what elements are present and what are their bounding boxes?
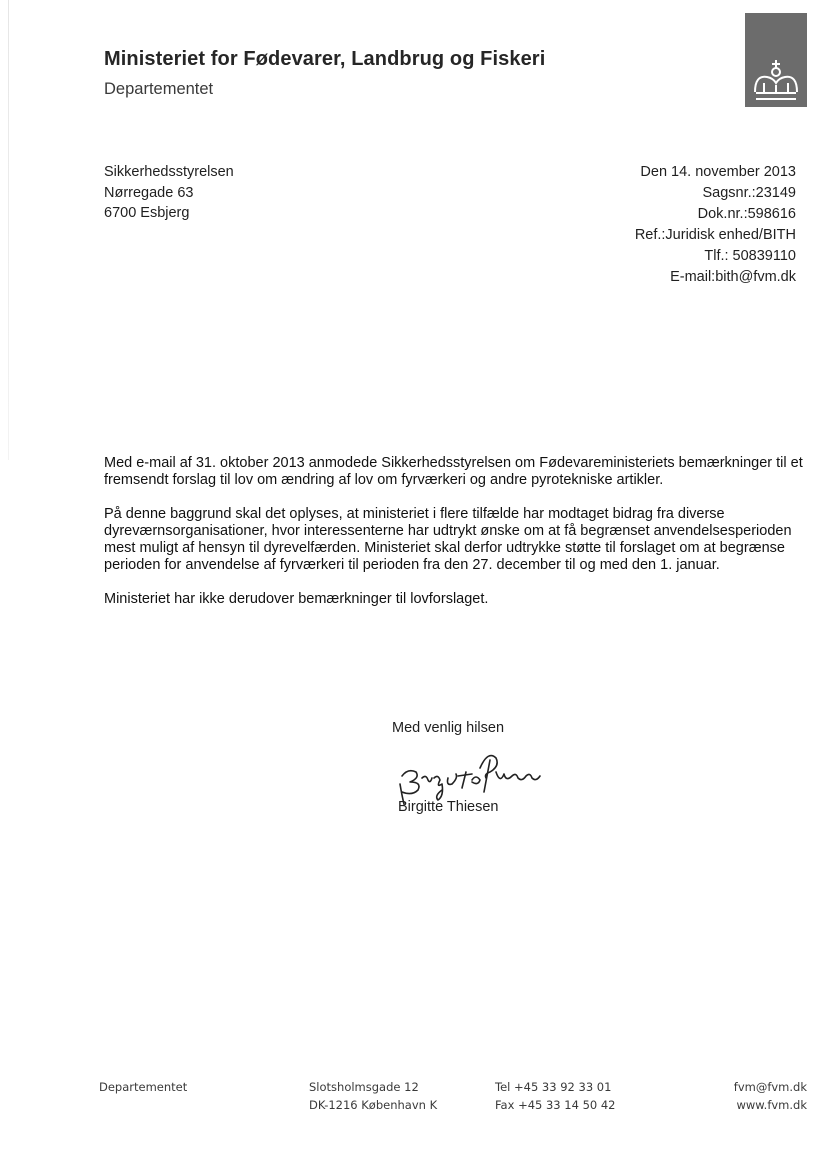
body-paragraph-2: På denne baggrund skal det oplyses, at ministeriet i flere tilfælde har modtaget bidrag fra diverse dyreværnsorganisationer, hvor interessenterne har udtrykt ønske om at få begrænset anvendelsesperioden mest muligt af hensyn til dyrevelfærden. Ministeriet skal derfor udtrykke støtte til forslaget om at begrænse perioden for anvendelse af fyrværkeri til perioden fra den 27. december til og med den 1. januar. (104, 506, 792, 573)
scan-edge-line (8, 0, 9, 460)
footer-city: DK-1216 København K (309, 1098, 438, 1112)
letter-meta (635, 162, 796, 288)
signer-name: Birgitte Thiesen (398, 799, 499, 815)
phone-number: Tlf.: 50839110 (704, 248, 796, 264)
letter-date: Den 14. november 2013 (640, 164, 796, 180)
body-paragraph-1: Med e-mail af 31. oktober 2013 anmodede Sikkerhedsstyrelsen om Fødevareministeriets bemærkninger til et fremsendt forslag til lov om ændring af lov om fyrværkeri og andre pyrotekniske artikler. (104, 455, 803, 488)
recipient-name: Sikkerhedsstyrelsen (104, 164, 234, 180)
reference: Ref.:Juridisk enhed/BITH (634, 227, 796, 243)
crown-icon (751, 59, 801, 103)
closing-greeting: Med venlig hilsen (392, 720, 505, 736)
footer-website[interactable]: www.fvm.dk (736, 1098, 807, 1112)
case-number: Sagsnr.:23149 (702, 185, 796, 201)
footer-email[interactable]: fvm@fvm.dk (733, 1080, 807, 1094)
footer-department (99, 1078, 187, 1096)
letter-body (104, 455, 804, 625)
recipient-address (104, 162, 234, 224)
footer-dept-name: Departementet (99, 1080, 188, 1094)
ministry-logo (745, 13, 807, 107)
footer-fax: Fax +45 33 14 50 42 (495, 1098, 616, 1112)
recipient-city: 6700 Esbjerg (104, 205, 190, 221)
footer-street: Slotsholmsgade 12 (309, 1080, 419, 1094)
footer-tel: Tel +45 33 92 33 01 (495, 1080, 612, 1094)
email-address: E-mail:bith@fvm.dk (670, 269, 796, 285)
body-paragraph-3: Ministeriet har ikke derudover bemærkninger til lovforslaget. (104, 591, 489, 607)
footer-phone (495, 1078, 616, 1114)
footer-contact (734, 1078, 807, 1114)
ministry-title: Ministeriet for Fødevarer, Landbrug og Fiskeri (104, 48, 546, 70)
document-number: Dok.nr.:598616 (697, 206, 796, 222)
footer-address (309, 1078, 437, 1114)
recipient-street: Nørregade 63 (104, 184, 194, 201)
department-subtitle: Departementet (104, 80, 214, 98)
